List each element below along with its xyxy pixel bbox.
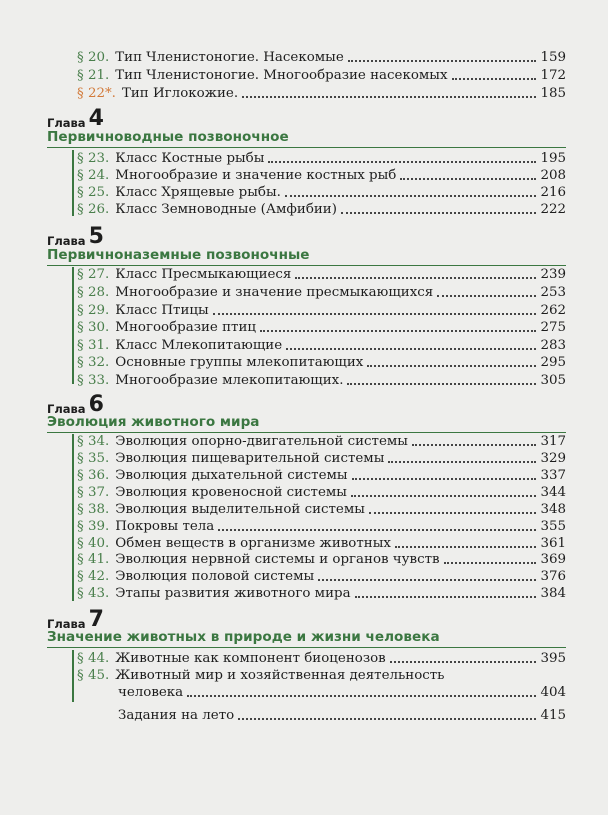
- section-number: § 20.: [77, 50, 110, 65]
- section-title: Тип Членистоногие. Насекомые: [115, 50, 344, 65]
- dot-leader: [444, 560, 537, 564]
- section-title: Этапы развития животного мира: [115, 586, 351, 601]
- page-number: 384: [540, 586, 566, 601]
- section-title: Эволюция опорно-двигательной системы: [115, 434, 408, 449]
- dot-leader: [348, 58, 537, 62]
- page-number: 216: [540, 185, 566, 200]
- chapter-vertical-rule: [72, 650, 74, 702]
- section-number: § 23.: [77, 151, 110, 166]
- page-number: 361: [540, 536, 566, 551]
- dot-leader: [412, 442, 536, 446]
- chapter-number: 6: [88, 392, 104, 417]
- section-number: § 22*.: [77, 86, 116, 101]
- section-title: Многообразие птиц: [115, 320, 256, 335]
- section-title: Эволюция кровеносной системы: [115, 485, 347, 500]
- toc-entry[interactable]: [77, 318, 566, 337]
- section-number: § 35.: [77, 451, 110, 466]
- chapter-title[interactable]: Первичноводные позвоночное: [47, 128, 566, 148]
- section-title: Многообразие и значение пресмыкающихся: [115, 285, 434, 300]
- section-number: § 32.: [77, 355, 110, 370]
- dot-leader: [213, 311, 537, 315]
- section-number: § 44.: [77, 651, 110, 666]
- section-number: § 26.: [77, 202, 110, 217]
- dot-leader: [318, 577, 536, 581]
- page-number: 344: [540, 485, 566, 500]
- section-number: § 38.: [77, 502, 110, 517]
- section-title: Покровы тела: [115, 519, 215, 534]
- chapter-title[interactable]: Первичноназемные позвоночные: [47, 246, 566, 266]
- dot-leader: [260, 328, 536, 332]
- section-number: § 41.: [77, 552, 110, 567]
- dot-leader: [355, 594, 537, 598]
- page-number: 355: [540, 519, 566, 534]
- chapter-label: Глава: [47, 402, 86, 416]
- page-number: 262: [540, 303, 566, 318]
- section-title: Эволюция половой системы: [115, 569, 315, 584]
- dot-leader: [369, 510, 537, 514]
- section-number: § 30.: [77, 320, 110, 335]
- dot-leader: [352, 476, 537, 480]
- section-title: Класс Земноводные (Амфибии): [115, 202, 337, 217]
- section-number: § 45.: [77, 668, 110, 683]
- page-number: 295: [540, 355, 566, 370]
- section-title: Обмен веществ в организме животных: [115, 536, 391, 551]
- toc-entry[interactable]: [77, 66, 566, 85]
- page-number: 329: [540, 451, 566, 466]
- toc-entry[interactable]: [77, 283, 566, 302]
- section-title: Эволюция выделительной системы: [115, 502, 365, 517]
- page-number: 395: [540, 651, 566, 666]
- chapter-label: Глава: [47, 617, 86, 631]
- section-title: Класс Млекопитающие: [115, 338, 283, 353]
- dot-leader: [218, 527, 536, 531]
- toc-entry[interactable]: [118, 706, 566, 725]
- chapter-vertical-rule: [72, 267, 74, 384]
- dot-leader: [388, 459, 536, 463]
- section-title: Эволюция дыхательной системы: [115, 468, 348, 483]
- section-title: Животные как компонент биоценозов: [115, 651, 386, 666]
- dot-leader: [452, 76, 537, 80]
- toc-entry[interactable]: [77, 84, 566, 103]
- dot-leader: [341, 210, 536, 214]
- dot-leader: [187, 693, 536, 697]
- section-number: § 27.: [77, 267, 110, 282]
- page-number: 369: [540, 552, 566, 567]
- dot-leader: [238, 716, 536, 720]
- section-number: § 40.: [77, 536, 110, 551]
- section-number: § 34.: [77, 434, 110, 449]
- chapter-number: 5: [88, 224, 104, 249]
- section-title: Класс Пресмыкающиеся: [115, 267, 292, 282]
- toc-entry[interactable]: [77, 371, 566, 390]
- section-title: Тип Иглокожие.: [121, 86, 239, 101]
- page-number: 222: [540, 202, 566, 217]
- section-number: § 31.: [77, 338, 110, 353]
- dot-leader: [400, 176, 536, 180]
- page-number: 239: [540, 267, 566, 282]
- section-title-continuation: человека: [118, 685, 184, 700]
- chapter-heading: [47, 226, 104, 248]
- page-number: 317: [540, 434, 566, 449]
- page-number: 305: [540, 373, 566, 388]
- page-number: 337: [540, 468, 566, 483]
- dot-leader: [395, 544, 537, 548]
- section-title: Основные группы млекопитающих: [115, 355, 364, 370]
- toc-entry[interactable]: [77, 353, 566, 372]
- dot-leader: [286, 346, 536, 350]
- section-number: § 24.: [77, 168, 110, 183]
- page-number: 404: [540, 685, 566, 700]
- section-number: § 37.: [77, 485, 110, 500]
- section-number: § 25.: [77, 185, 110, 200]
- toc-entry[interactable]: [77, 584, 566, 603]
- page-number: 195: [540, 151, 566, 166]
- page-number: 208: [540, 168, 566, 183]
- dot-leader: [351, 493, 536, 497]
- chapter-number: 4: [88, 106, 104, 131]
- section-number: § 29.: [77, 303, 110, 318]
- section-title: Задания на лето: [118, 708, 235, 723]
- dot-leader: [390, 659, 537, 663]
- section-title: Тип Членистоногие. Многообразие насекомых: [115, 68, 448, 83]
- toc-entry[interactable]: [77, 265, 566, 284]
- section-number: § 28.: [77, 285, 110, 300]
- page-number: 253: [540, 285, 566, 300]
- page-number: 185: [540, 86, 566, 101]
- section-title: Класс Хрящевые рыбы.: [115, 185, 281, 200]
- section-title: Многообразие и значение костных рыб: [115, 168, 397, 183]
- section-number: § 33.: [77, 373, 110, 388]
- toc-entry[interactable]: [77, 48, 566, 67]
- section-title: Класс Птицы: [115, 303, 209, 318]
- page-number: 172: [540, 68, 566, 83]
- dot-leader: [295, 275, 536, 279]
- section-title: Многообразие млекопитающих.: [115, 373, 344, 388]
- dot-leader: [242, 94, 536, 98]
- chapter-title[interactable]: Значение животных в природе и жизни человека: [47, 628, 566, 648]
- dot-leader: [367, 363, 536, 367]
- chapter-label: Глава: [47, 116, 86, 130]
- chapter-heading: [47, 108, 104, 130]
- chapter-title[interactable]: Эволюция животного мира: [47, 413, 566, 433]
- chapter-label: Глава: [47, 234, 86, 248]
- toc-entry-continuation[interactable]: [118, 683, 566, 702]
- page-number: 376: [540, 569, 566, 584]
- section-title: Эволюция нервной системы и органов чувств: [115, 552, 440, 567]
- section-number: § 42.: [77, 569, 110, 584]
- dot-leader: [347, 381, 536, 385]
- section-number: § 39.: [77, 519, 110, 534]
- page-number: 283: [540, 338, 566, 353]
- chapter-vertical-rule: [72, 150, 74, 216]
- section-number: § 43.: [77, 586, 110, 601]
- section-title: Животный мир и хозяйственная деятельность: [115, 668, 445, 683]
- chapter-number: 7: [88, 607, 104, 632]
- dot-leader: [268, 159, 536, 163]
- page-number: 415: [540, 708, 566, 723]
- section-title: Класс Костные рыбы: [115, 151, 265, 166]
- dot-leader: [285, 193, 537, 197]
- section-title: Эволюция пищеварительной системы: [115, 451, 385, 466]
- section-number: § 36.: [77, 468, 110, 483]
- page-number: 159: [540, 50, 566, 65]
- page-number: 348: [540, 502, 566, 517]
- section-number: § 21.: [77, 68, 110, 83]
- page-number: 275: [540, 320, 566, 335]
- toc-entry[interactable]: [77, 200, 566, 219]
- chapter-vertical-rule: [72, 434, 74, 601]
- dot-leader: [437, 293, 536, 297]
